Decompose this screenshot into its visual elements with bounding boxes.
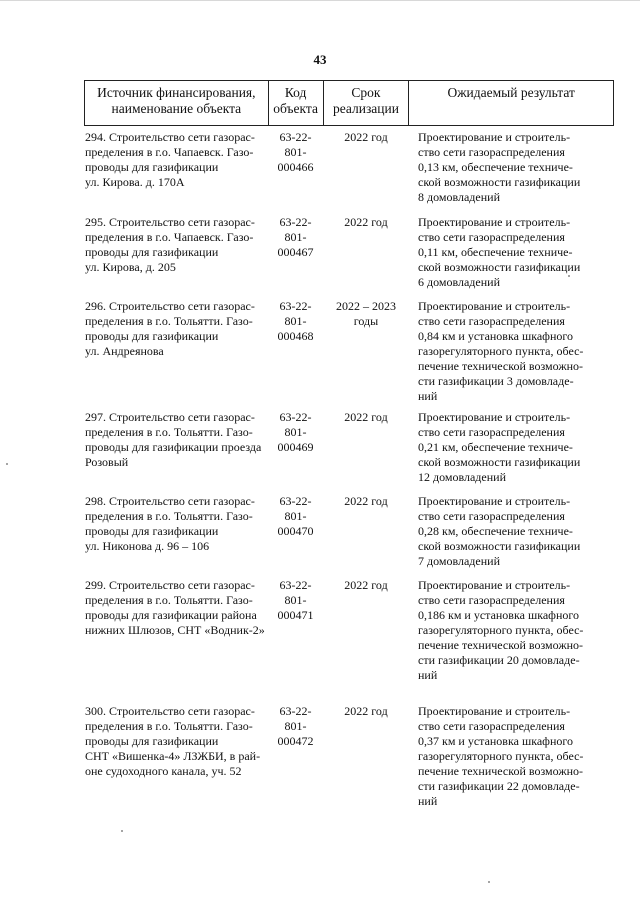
row-term: 2022 год xyxy=(344,578,388,592)
row-term: 2022 год xyxy=(344,494,388,508)
header-term: Срок реализации xyxy=(324,81,410,125)
scan-speck xyxy=(121,830,123,832)
row-object-code: 63-22- 801- 000466 xyxy=(277,130,314,174)
table-row xyxy=(84,578,614,683)
row-term: 2022 год xyxy=(344,704,388,718)
page-number: 43 xyxy=(313,52,327,67)
row-object-code: 63-22- 801- 000470 xyxy=(277,494,314,538)
row-object-code: 63-22- 801- 000471 xyxy=(277,578,314,622)
scan-speck xyxy=(568,275,570,277)
scan-top-edge xyxy=(0,0,640,1)
table-row xyxy=(84,494,614,569)
table-row xyxy=(84,299,614,404)
row-term: 2022 – 2023 годы xyxy=(336,299,396,328)
row-object-name: 298. Строительство сети газорас- пределения в г.о. Тольятти. Газо- проводы для газификации ул. Никонова д. 96 – 106 xyxy=(85,494,255,553)
row-object-code: 63-22- 801- 000467 xyxy=(277,215,314,259)
row-result: Проектирование и строитель- ство сети газораспределения 0,11 км, обеспечение техниче- ской возможности газификации 6 домовладений xyxy=(418,215,581,289)
program-table xyxy=(84,80,614,808)
row-result: Проектирование и строитель- ство сети газораспределения 0,84 км и установка шкафного газорегуляторного пункта, обес- печение технической возможно- сти газификации 3 домовладе- ний xyxy=(418,299,584,403)
table-header xyxy=(84,80,614,126)
header-source: Источник финансирования, наименование объекта xyxy=(85,81,269,125)
row-object-code: 63-22- 801- 000468 xyxy=(277,299,314,343)
row-object-code: 63-22- 801- 000469 xyxy=(277,410,314,454)
table-row xyxy=(84,704,614,809)
row-object-name: 294. Строительство сети газорас- пределения в г.о. Чапаевск. Газо- проводы для газификации ул. Кирова. д. 170А xyxy=(85,130,255,189)
row-object-name: 296. Строительство сети газорас- пределения в г.о. Тольятти. Газо- проводы для газификации ул. Андреянова xyxy=(85,299,255,358)
row-object-code: 63-22- 801- 000472 xyxy=(277,704,314,748)
row-term: 2022 год xyxy=(344,410,388,424)
row-result: Проектирование и строитель- ство сети газораспределения 0,21 км, обеспечение техниче- ской возможности газификации 12 домовладений xyxy=(418,410,581,484)
row-result: Проектирование и строитель- ство сети газораспределения 0,37 км и установка шкафного газорегуляторного пункта, обес- печение технической возможно- сти газификации 22 домовладе- ний xyxy=(418,704,584,808)
row-result: Проектирование и строитель- ство сети газораспределения 0,186 км и установка шкафного газорегуляторного пункта, обес- печение технической возможно- сти газификации 20 домовладе- ний xyxy=(418,578,584,682)
table-row xyxy=(84,215,614,290)
scan-speck xyxy=(488,881,490,883)
table-row xyxy=(84,410,614,485)
row-result: Проектирование и строитель- ство сети газораспределения 0,13 км, обеспечение техниче- ской возможности газификации 8 домовладений xyxy=(418,130,581,204)
row-object-name: 295. Строительство сети газорас- пределения в г.о. Чапаевск. Газо- проводы для газификации ул. Кирова, д. 205 xyxy=(85,215,255,274)
scan-speck xyxy=(6,463,8,465)
row-object-name: 300. Строительство сети газорас- пределения в г.о. Тольятти. Газо- проводы для газификации СНТ «Вишенка-4» ЛЗЖБИ, в рай- оне судоходного канала, уч. 52 xyxy=(85,704,261,778)
header-code: Код объекта xyxy=(269,81,324,125)
row-object-name: 297. Строительство сети газорас- пределения в г.о. Тольятти. Газо- проводы для газификации проезда Розовый xyxy=(85,410,262,469)
header-result: Ожидаемый результат xyxy=(409,81,614,125)
row-result: Проектирование и строитель- ство сети газораспределения 0,28 км, обеспечение техниче- ской возможности газификации 7 домовладений xyxy=(418,494,581,568)
table-row xyxy=(84,130,614,205)
row-term: 2022 год xyxy=(344,215,388,229)
row-object-name: 299. Строительство сети газорас- пределения в г.о. Тольятти. Газо- проводы для газификации района нижних Шлюзов, СНТ «Водник-2» xyxy=(85,578,265,637)
row-term: 2022 год xyxy=(344,130,388,144)
